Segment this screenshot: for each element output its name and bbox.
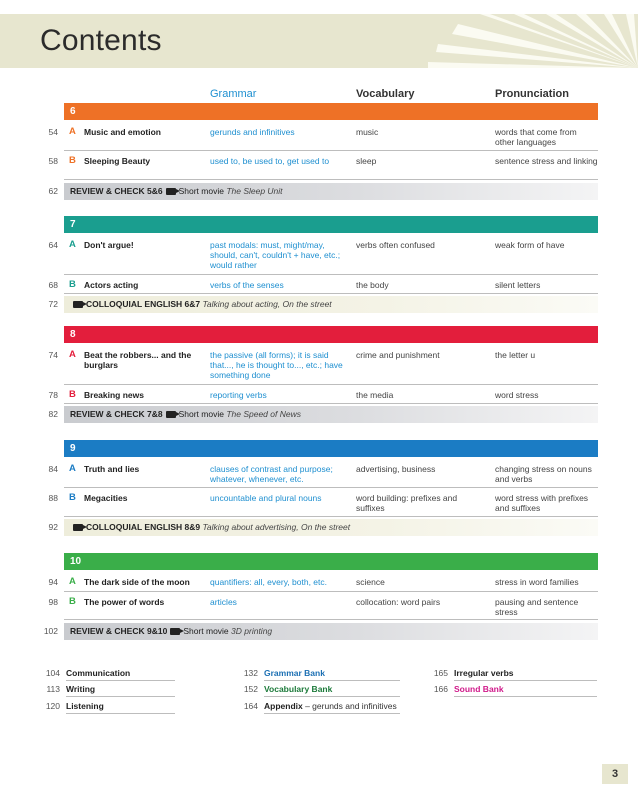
lesson-title: Music and emotion [84,127,161,137]
index-entry[interactable] [234,684,332,694]
index-entry[interactable] [36,668,130,678]
lesson-pronunciation: stress in word families [495,577,579,587]
review-page-number: 82 [48,409,58,419]
lesson-page-number: 74 [48,350,58,360]
row-divider [64,179,598,180]
lesson-grammar: quantifiers: all, every, both, etc. [210,577,328,587]
column-header-grammar: Grammar [210,88,257,100]
row-divider [64,403,598,404]
index-page-number: 164 [243,701,258,711]
lesson-grammar: past modals: must, might/may, should, can't, couldn't + have, etc.; would rather [210,240,341,270]
movie-title: Talking about advertising, On the street [202,522,351,532]
index-divider [66,696,175,697]
row-divider [64,487,598,488]
colloquial-english-bar [64,296,598,313]
movie-title: 3D printing [231,626,273,636]
index-label-suffix: – gerunds and infinitives [302,701,397,711]
lesson-page-number: 88 [48,493,58,503]
review-label: COLLOQUIAL ENGLISH 6&7 [86,299,201,309]
short-movie-label: Short movie [183,626,229,636]
index-page-number: 132 [243,668,258,678]
lesson-letter: A [69,576,76,587]
lesson-vocabulary: advertising, business [356,464,436,474]
unit-header-bar: 9 [64,440,598,457]
index-label: Sound Bank [454,684,504,694]
lesson-title: Sleeping Beauty [84,156,151,166]
lesson-title: Breaking news [84,390,144,400]
lesson-pronunciation: sentence stress and linking [495,156,598,166]
lesson-page-number: 94 [48,577,58,587]
index-entry[interactable] [234,668,325,678]
video-camera-icon [170,628,180,635]
review-page-number: 102 [43,626,58,636]
index-entry[interactable] [424,668,514,678]
lesson-letter: B [69,155,76,166]
movie-title: The Speed of News [226,409,301,419]
review-label: REVIEW & CHECK 9&10 [70,626,168,636]
lesson-grammar: gerunds and infinitives [210,127,295,137]
lesson-letter: B [69,492,76,503]
lesson-vocabulary: the body [356,280,389,290]
lesson-page-number: 98 [48,597,58,607]
review-check-bar [64,183,598,200]
index-label: Writing [66,684,96,694]
lesson-letter: A [69,126,76,137]
review-label: REVIEW & CHECK 5&6 [70,186,163,196]
index-page-number: 165 [433,668,448,678]
lesson-vocabulary: science [356,577,385,587]
row-divider [64,619,598,620]
index-label: Communication [66,668,131,678]
index-page-number: 104 [45,668,60,678]
header-band [0,14,638,68]
review-check-bar [64,623,598,640]
unit-header-bar: 7 [64,216,598,233]
lesson-letter: A [69,463,76,474]
lesson-page-number: 78 [48,390,58,400]
review-label: COLLOQUIAL ENGLISH 8&9 [86,522,201,532]
row-divider [64,274,598,275]
index-page-number: 166 [433,684,448,694]
unit-header-bar: 10 [64,553,598,570]
column-header-pronunciation: Pronunciation [495,88,569,100]
lesson-page-number: 84 [48,464,58,474]
lesson-title: The dark side of the moon [84,577,190,587]
video-camera-icon [166,411,176,418]
lesson-title: Truth and lies [84,464,140,474]
unit-header-bar: 8 [64,326,598,343]
video-camera-icon [73,524,83,531]
lesson-pronunciation: pausing and sentence stress [495,597,579,617]
video-camera-icon [166,188,176,195]
index-divider [264,696,400,697]
video-camera-icon [73,301,83,308]
index-label: Listening [66,701,104,711]
index-entry[interactable] [36,701,104,711]
lesson-page-number: 54 [48,127,58,137]
lesson-pronunciation: silent letters [495,280,541,290]
lesson-pronunciation: weak form of have [495,240,565,250]
lesson-title: The power of words [84,597,165,607]
index-entry[interactable] [36,684,95,694]
index-label: Grammar Bank [264,668,325,678]
lesson-letter: A [69,239,76,250]
page-number: 3 [602,764,628,784]
index-label: Appendix [264,701,303,711]
lesson-vocabulary: word building: prefixes and suffixes [356,493,458,513]
index-entry[interactable] [234,701,397,711]
index-divider [66,713,175,714]
lesson-title: Don't argue! [84,240,134,250]
lesson-vocabulary: collocation: word pairs [356,597,441,607]
index-divider [66,680,175,681]
movie-title: Talking about acting, On the street [202,299,332,309]
lesson-vocabulary: crime and punishment [356,350,440,360]
lesson-title: Megacities [84,493,128,503]
index-label: Vocabulary Bank [264,684,333,694]
lesson-grammar: the passive (all forms); it is said that..., he is thought to..., etc.; have something done [210,350,343,380]
review-page-number: 92 [48,522,58,532]
row-divider [64,516,598,517]
lesson-vocabulary: music [356,127,379,137]
index-divider [264,680,400,681]
unit-header-bar: 6 [64,103,598,120]
lesson-vocabulary: sleep [356,156,377,166]
index-entry[interactable] [424,684,504,694]
page-title: Contents [40,24,162,57]
lesson-grammar: clauses of contrast and purpose; whatever, whenever, etc. [210,464,333,484]
short-movie-label: Short movie [178,186,224,196]
lesson-pronunciation: word stress with prefixes and suffixes [495,493,589,513]
row-divider [64,293,598,294]
row-divider [64,384,598,385]
lesson-grammar: articles [210,597,237,607]
lesson-pronunciation: changing stress on nouns and verbs [495,464,592,484]
lesson-title: Beat the robbers... and the burglars [84,350,192,370]
lesson-title: Actors acting [84,280,139,290]
sunburst-decoration [428,14,638,68]
lesson-letter: B [69,389,76,400]
movie-title: The Sleep Unit [226,186,283,196]
review-check-bar [64,406,598,423]
index-divider [264,713,400,714]
index-divider [454,696,597,697]
lesson-pronunciation: word stress [495,390,539,400]
review-page-number: 72 [48,299,58,309]
row-divider [64,591,598,592]
lesson-grammar: verbs of the senses [210,280,284,290]
lesson-page-number: 58 [48,156,58,166]
lesson-vocabulary: verbs often confused [356,240,435,250]
lesson-vocabulary: the media [356,390,394,400]
index-divider [454,680,597,681]
index-page-number: 120 [45,701,60,711]
lesson-grammar: reporting verbs [210,390,267,400]
lesson-letter: B [69,279,76,290]
lesson-letter: A [69,349,76,360]
lesson-letter: B [69,596,76,607]
index-label: Irregular verbs [454,668,514,678]
lesson-page-number: 68 [48,280,58,290]
index-page-number: 113 [46,684,60,694]
short-movie-label: Short movie [178,409,224,419]
lesson-pronunciation: the letter u [495,350,536,360]
review-page-number: 62 [48,186,58,196]
lesson-page-number: 64 [48,240,58,250]
lesson-pronunciation: words that come from other languages [495,127,577,147]
column-header-vocabulary: Vocabulary [356,88,415,100]
colloquial-english-bar [64,519,598,536]
index-page-number: 152 [243,684,258,694]
row-divider [64,150,598,151]
lesson-grammar: used to, be used to, get used to [210,156,330,166]
lesson-grammar: uncountable and plural nouns [210,493,322,503]
review-label: REVIEW & CHECK 7&8 [70,409,163,419]
